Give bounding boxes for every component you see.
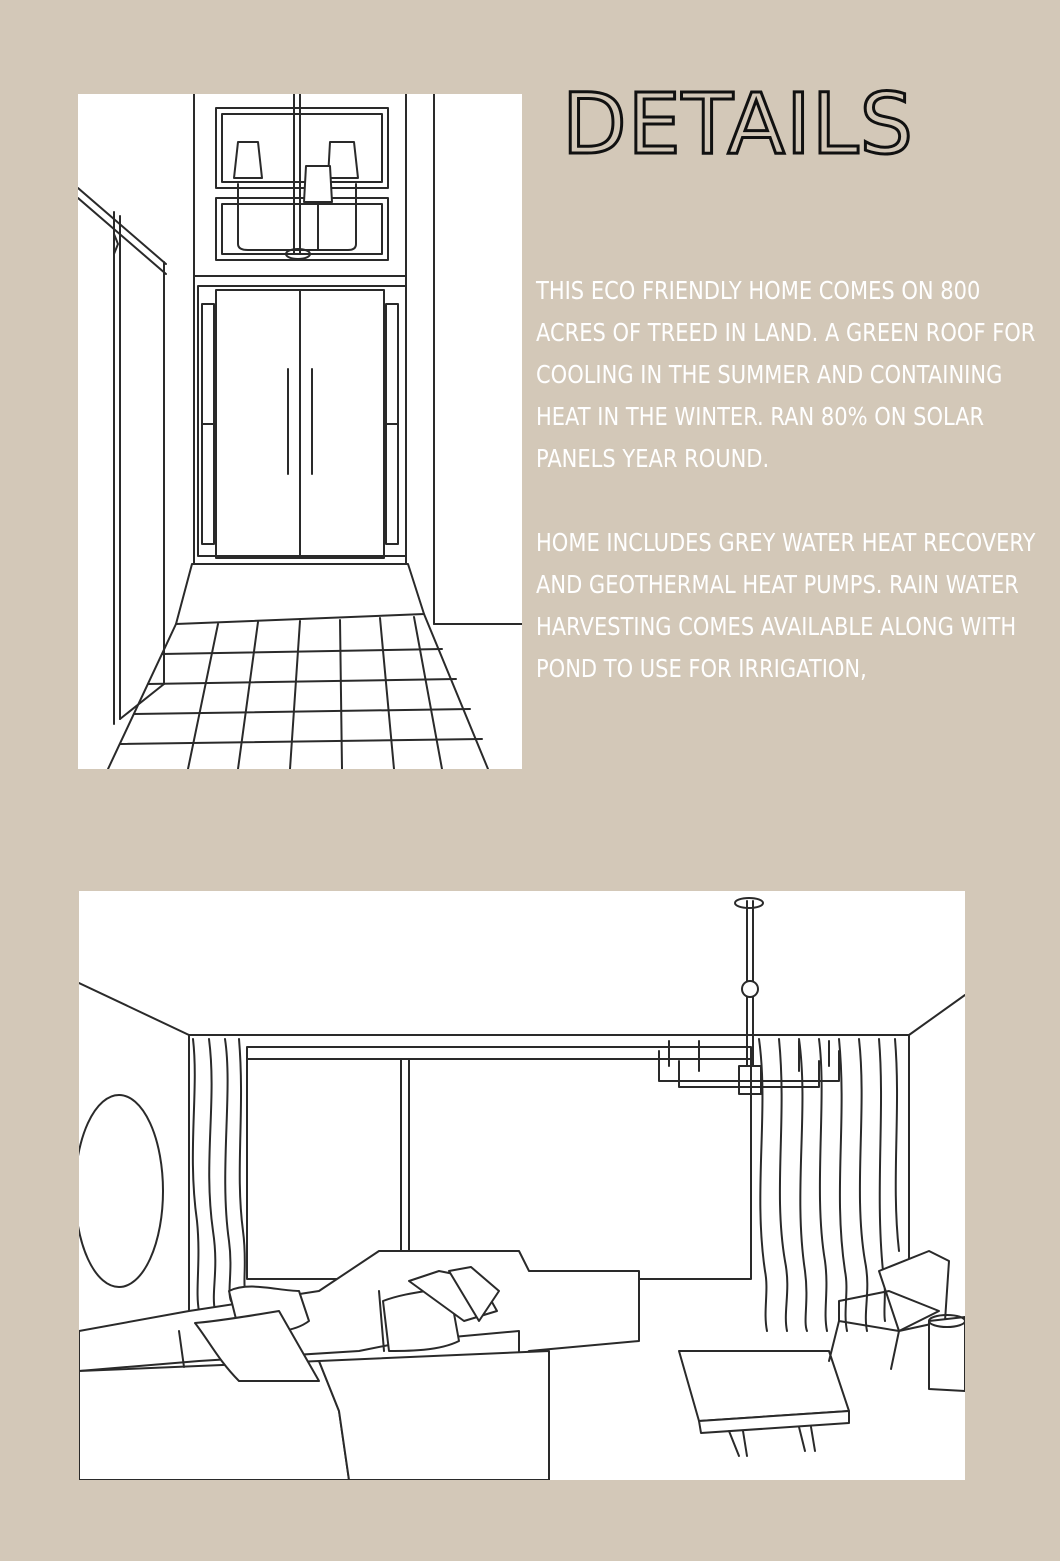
page-title: DETAILS [562, 75, 914, 173]
description-paragraph-1: THIS ECO FRIENDLY HOME COMES ON 800 ACRES OF TREED IN LAND. A GREEN ROOF FOR COOLING IN THE SUMMER AND CONTAINING HEAT IN THE WINTER. RAN 80% ON SOLAR PANELS YEAR ROUND. [536, 276, 1036, 473]
description [536, 270, 1036, 732]
description-paragraph-2: HOME INCLUDES GREY WATER HEAT RECOVERY AND GEOTHERMAL HEAT PUMPS. RAIN WATER HARVESTING COMES AVAILABLE ALONG WITH POND TO USE FOR IRRIGATION, [536, 528, 1036, 683]
living-room-illustration [79, 891, 965, 1480]
hallway-illustration [78, 94, 522, 769]
hallway-line-drawing [78, 94, 522, 769]
living-room-line-drawing [79, 891, 965, 1480]
